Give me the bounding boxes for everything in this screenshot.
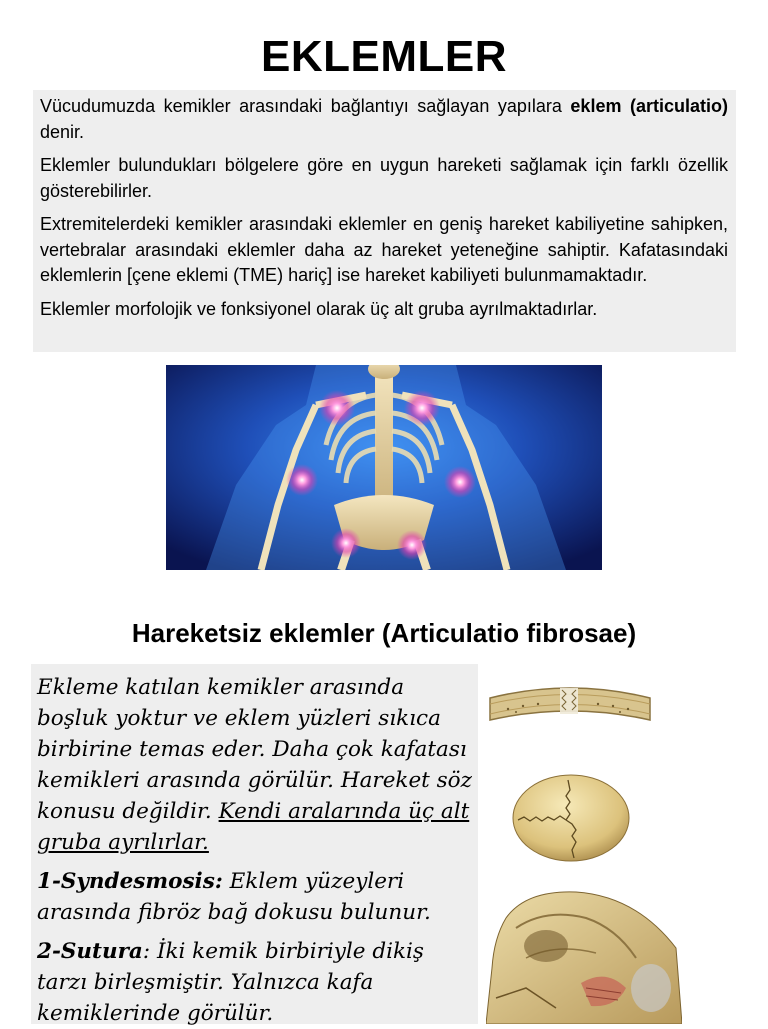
intro-paragraph-4: Eklemler morfolojik ve fonksiyonel olarak üç alt gruba ayrılmaktadırlar. (40, 298, 598, 319)
page-title: EKLEMLER (261, 32, 507, 81)
intro-text-box (33, 90, 736, 352)
section-subtitle: Hareketsiz eklemler (Articulatio fibrosae) (131, 618, 637, 648)
fibrosae-text-box (31, 664, 478, 1024)
intro-paragraph-2: Eklemler bulundukları bölgelere göre en uygun hareketi sağlamak için farklı özellik gösterebilirler. (40, 155, 728, 201)
skull-side-image (486, 888, 682, 1024)
skeleton-joints-image (166, 365, 602, 570)
fibrosae-paragraph-sutura: 2-Sutura: İki kemik birbiriyle dikiş tarzı birleşmiştir. Yalnızca kafa kemiklerinde görülür. (37, 939, 424, 1026)
fibrosae-paragraph-1: Ekleme katılan kemikler arasında boşluk yoktur ve eklem yüzleri sıkıca birbirine temas eder. Daha çok kafatası kemikleri arasında görülür. Hareket söz konusu değildir. Kendi aralarında üç alt gruba ayrılırlar. (37, 675, 472, 855)
intro-paragraph-3: Extremitelerdeki kemikler arasındaki eklemler en geniş hareket kabiliyetine sahipken, vertebralar arasındaki eklemler daha az hareket yeteneğine sahiptir. Kafatasındaki eklemlerin [çene eklemi (TME) hariç] ise hareket kabiliyeti bulunmamaktadır. (40, 214, 728, 285)
skull-top-image (510, 772, 632, 864)
fibrosae-paragraph-syndesmosis: 1-Syndesmosis: Eklem yüzeyleri arasında fibröz bağ dokusu bulunur. (37, 869, 431, 925)
suture-strip-image (488, 680, 652, 728)
intro-paragraph-1: Vücudumuzda kemikler arasındaki bağlantıyı sağlayan yapılara eklem (articulatio) denir. (40, 96, 728, 142)
